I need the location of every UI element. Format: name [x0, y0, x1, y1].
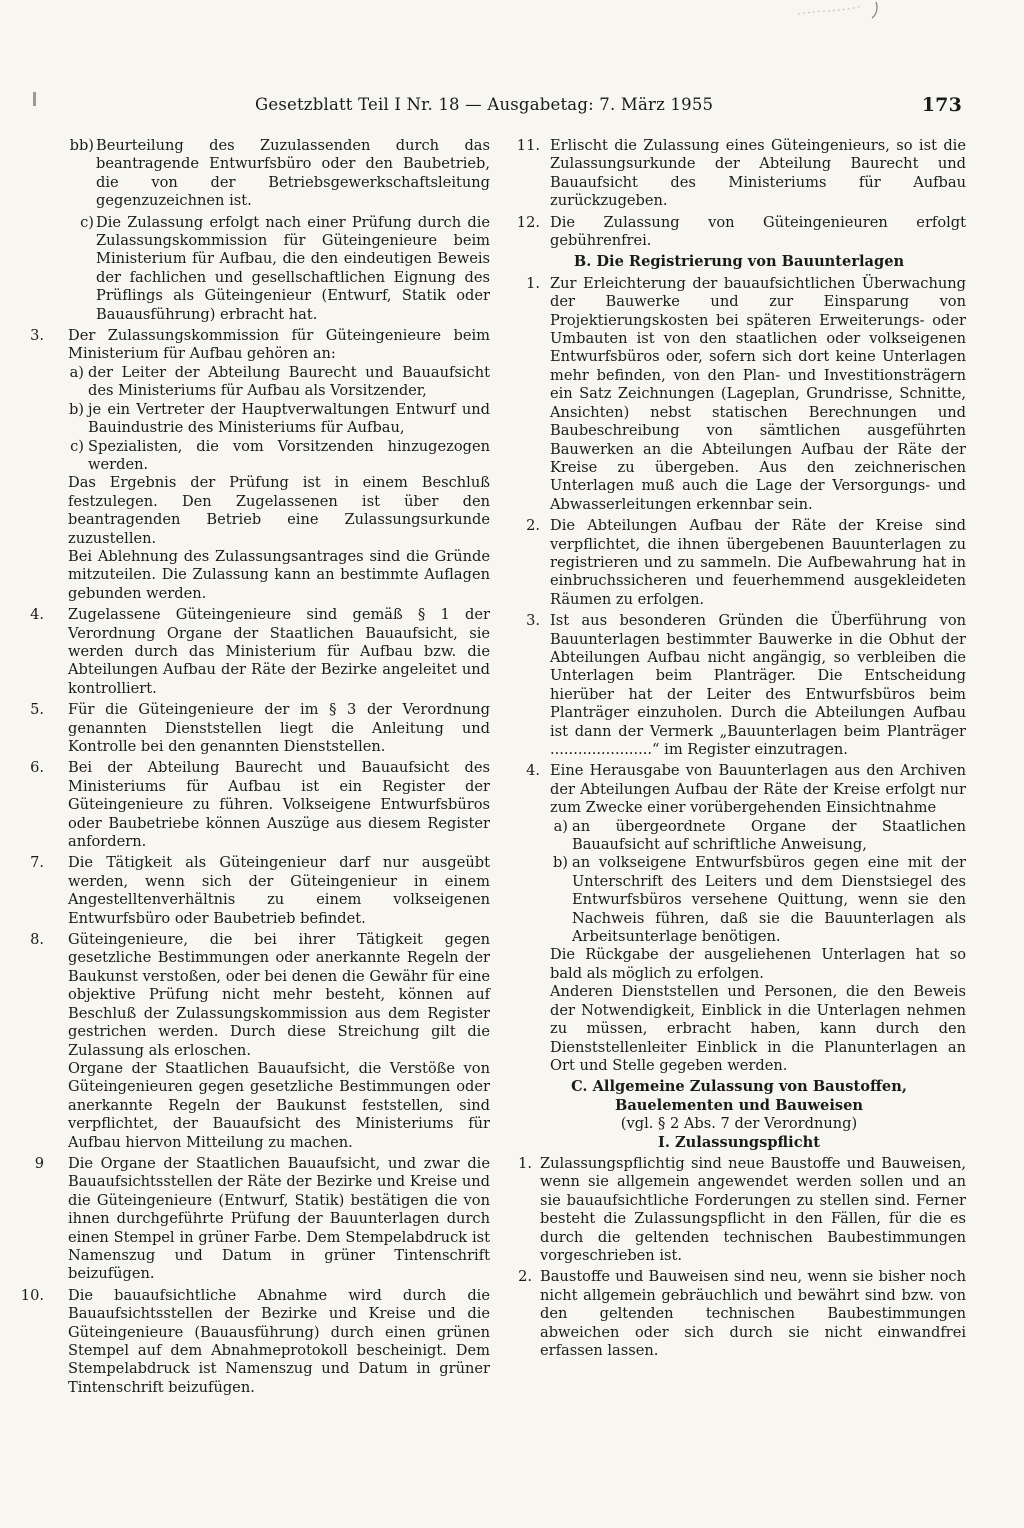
item-b2-text: Die Abteilungen Aufbau der Räte der Kreise sind verpflichtet, die ihnen übergebenen Bauunterlagen zu registrieren und zu sammeln. Die Aufbewahrung hat in einbruchssicheren und feuerhemmend ausgekleideten Räumen zu erfolgen. [550, 517, 966, 608]
page-number: 173 [921, 94, 962, 116]
item-3c-text: Spezialisten, die vom Vorsitzenden hinzugezogen werden. [88, 437, 490, 473]
item-3b [20, 401, 490, 438]
item-3-result [20, 474, 490, 548]
item-5-text: Für die Güteingenieure der im § 3 der Verordnung genannten Dienststellen liegt die Anleitung und Kontrolle bei den genannten Dienststellen. [68, 701, 490, 755]
item-c2-label: 2. [518, 1268, 532, 1286]
item-12-label: 12. [516, 213, 540, 231]
item-c1-label: 1. [518, 1154, 532, 1172]
item-b4-intro: Eine Herausgabe von Bauunterlagen aus den Archiven der Abteilungen Aufbau der Räte der Kreise erfolgt nur zum Zwecke einer vorübergehenden Einsichtnahme [550, 762, 966, 817]
item-3-label: 3. [30, 327, 44, 345]
item-5 [20, 701, 490, 756]
item-6-text: Bei der Abteilung Baurecht und Bauaufsicht des Ministeriums für Aufbau ist ein Register der Güteingenieure zu führen. Volkseigene Entwurfsbüros oder Baubetriebe können Auszüge aus diesem Register anfordern. [68, 759, 490, 851]
item-b3-text: Ist aus besonderen Gründen die Überführung von Bauunterlagen bestimmter Bauwerke in die Obhut der Abteilungen Aufbau nicht angängig, so verbleiben die Unterlagen beim Planträger. Die Entscheidung hierüber hat der Leiter des Entwurfsbüros beim Planträger einzuholen. Durch die Abteilungen Aufbau ist dann der Vermerk „Bauunterlagen beim Planträger ......................“ im Register einzutragen. [550, 612, 966, 758]
item-3a [20, 364, 490, 401]
item-3-rejection-text: Bei Ablehnung des Zulassungsantrages sind die Gründe mitzuteilen. Die Zulassung kann an bestimmte Auflagen gebunden werden. [68, 547, 490, 602]
item-11-text: Erlischt die Zulassung eines Güteingenieurs, so ist die Zulassungsurkunde der Abteilung Baurecht und Bauaufsicht des Ministeriums für Aufbau zurückzugeben. [550, 137, 966, 210]
item-6-label: 6. [30, 759, 44, 777]
item-b4-label: 4. [526, 762, 540, 780]
item-5-label: 5. [30, 701, 44, 719]
item-8-followup [20, 1060, 490, 1152]
item-bb-label: bb) [69, 137, 94, 154]
item-8-label: 8. [30, 931, 44, 949]
item-b4 [512, 762, 966, 817]
item-3-intro: Der Zulassungskommission für Güteingenieure beim Ministerium für Aufbau gehören an: [68, 327, 490, 363]
right-column [512, 137, 966, 1363]
item-b2 [512, 517, 966, 609]
item-b1 [512, 275, 966, 514]
item-8 [20, 931, 490, 1060]
item-3a-label: a) [69, 363, 84, 381]
item-c2 [512, 1268, 966, 1360]
item-8-text: Güteingenieure, die bei ihrer Tätigkeit gegen gesetzliche Bestimmungen oder anerkannte Regeln der Baukunst verstoßen, oder bei denen die Gewähr für eine objektive Prüfung nicht mehr besteht, können auf Beschluß der Zulassungskommission aus dem Register gestrichen werden. Durch diese Streichung gilt die Zulassung als erloschen. [68, 931, 490, 1059]
item-7-text: Die Tätigkeit als Güteingenieur darf nur ausgeübt werden, wenn sich der Güteingenieur in einem Angestelltenverhältnis zu einem volkseigenen Entwurfsbüro oder Baubetrieb befindet. [68, 854, 490, 927]
item-9-text: Die Organe der Staatlichen Bauaufsicht, und zwar die Bauaufsichtsstellen der Räte der Bezirke und Kreise und die Güteingenieure (Entwurf, Statik) bestätigen die von ihnen durchgeführte Prüfung der Bauunterlagen durch einen Stempel in grüner Farbe. Dem Stempelabdruck ist Namenszug und Datum in grüner Tintenschrift beizufügen. [68, 1154, 490, 1283]
item-b4b [512, 854, 966, 946]
item-b2-label: 2. [526, 517, 540, 535]
item-11 [512, 137, 966, 211]
item-9 [20, 1155, 490, 1284]
item-7 [20, 854, 490, 928]
item-c-text: Die Zulassung erfolgt nach einer Prüfung durch die Zulassungskommission für Güteingenieure beim Ministerium für Aufbau, die den eindeutigen Beweis der fachlichen und gesellschaftlichen Eignung des Prüflings als Güteingenieur (Entwurf, Statik oder Bauausführung) erbracht hat. [96, 213, 490, 323]
item-3c-label: c) [70, 437, 84, 455]
item-10 [20, 1287, 490, 1397]
item-9-label: 9 [34, 1154, 44, 1172]
item-c1-text: Zulassungspflichtig sind neue Baustoffe und Bauweisen, wenn sie allgemein angewendet werden sollen und an sie bauaufsichtliche Forderungen zu stellen sind. Ferner besteht die Zulassungspflicht in den Fällen, für die es durch die geltenden technischen Baubestimmungen vorgeschrieben ist. [540, 1154, 966, 1264]
item-b4-return-text: Die Rückgabe der ausgeliehenen Unterlagen hat so bald als möglich zu erfolgen. [550, 946, 966, 982]
item-b4-return [512, 946, 966, 983]
item-b3 [512, 612, 966, 759]
page-header [255, 93, 962, 117]
item-3 [20, 327, 490, 364]
scan-smudge-mark [780, 0, 900, 22]
section-c-heading: C. Allgemeine Zulassung von Baustoffen, Bauelementen und Bauweisen [571, 1078, 907, 1114]
item-b4a [512, 818, 966, 855]
item-11-label: 11. [516, 137, 540, 154]
item-10-label: 10. [20, 1286, 44, 1304]
item-12 [512, 214, 966, 251]
item-bb-text: Beurteilung des Zuzulassenden durch das beantragende Entwurfsbüro oder den Baubetrieb, die von der Betriebsgewerkschaftsleitung gegenzuzeichnen ist. [96, 137, 490, 210]
item-4 [20, 606, 490, 698]
section-c-subheading: I. Zulassungspflicht [658, 1133, 820, 1151]
item-4-text: Zugelassene Güteingenieure sind gemäß § 1 der Verordnung Organe der Staatlichen Bauaufsicht, sie werden durch das Ministerium für Aufbau bzw. die Abteilungen Aufbau der Räte der Bezirke angeleitet und kontrolliert. [68, 606, 490, 697]
header-title: Gesetzblatt Teil I Nr. 18 — Ausgabetag: 7. März 1955 [255, 95, 714, 114]
item-10-text: Die bauaufsichtliche Abnahme wird durch die Bauaufsichtsstellen der Bezirke und Kreise und die Güteingenieure (Bauausführung) durch einen grünen Stempel auf dem Abnahmeprotokoll bescheinigt. Dem Stempelabdruck ist Namenszug und Datum in grüner Tintenschrift beizufügen. [68, 1286, 490, 1396]
item-c-label: c) [80, 213, 94, 231]
section-c-reference: (vgl. § 2 Abs. 7 der Verordnung) [620, 1115, 858, 1133]
item-b4b-text: an volkseigene Entwurfsbüros gegen eine mit der Unterschrift des Leiters und dem Dienstsiegel des Entwurfsbüros versehene Quittung, wenn sie den Nachweis führen, daß sie die Bauunterlagen als Arbeitsunterlage benötigen. [572, 854, 966, 946]
item-3-result-text: Das Ergebnis der Prüfung ist in einem Beschluß festzulegen. Den Zugelassenen ist über den beantragenden Betrieb eine Zulassungsurkunde zuzustellen. [68, 474, 490, 547]
scan-edge-mark [33, 92, 36, 106]
item-b1-text: Zur Erleichterung der bauaufsichtlichen Überwachung der Bauwerke und zur Einsparung von Projektierungskosten bei späteren Erweiterungs- oder Umbauten ist von den staatlichen oder volkseigenen Entwurfsbüros oder, sofern sich dort keine Unterlagen mehr befinden, von den Plan- und Investitionsträgern ein Satz Zeichnungen (Lageplan, Grundrisse, Schnitte, Ansichten) nebst statischen Berechnungen und Baubeschreibung von sämtlichen ausgeführten Bauwerken an die Abteilungen Aufbau der Räte der Kreise zu übergeben. Aus den zeichnerischen Unterlagen muß auch die Lage der Versorgungs- und Abwasserleitungen erkennbar sein. [550, 274, 966, 513]
item-3b-text: je ein Vertreter der Hauptverwaltungen Entwurf und Bauindustrie des Ministeriums für Aufbau, [88, 400, 490, 437]
item-c1 [512, 1155, 966, 1265]
item-3c [20, 438, 490, 475]
item-6 [20, 759, 490, 851]
item-c2-text: Baustoffe und Bauweisen sind neu, wenn sie bisher noch nicht allgemein gebräuchlich und bewährt sind bzw. von den geltenden technischen Baubestimmungen abweichen oder sich durch sie nicht einwandfrei erfassen lassen. [540, 1268, 966, 1359]
left-column [20, 137, 490, 1400]
item-12-text: Die Zulassung von Güteingenieuren erfolgt gebührenfrei. [550, 213, 966, 250]
item-b4b-label: b) [552, 854, 568, 872]
item-b1-label: 1. [526, 274, 540, 292]
item-8-followup-text: Organe der Staatlichen Bauaufsicht, die Verstöße von Güteingenieuren gegen gesetzliche Bestimmungen oder anerkannte Regeln der Baukunst feststellen, sind verpflichtet, der Bauaufsicht des Ministeriums für Aufbau hiervon Mitteilung zu machen. [68, 1059, 490, 1151]
item-b4a-text: an übergeordnete Organe der Staatlichen Bauaufsicht auf schriftliche Anweisung, [572, 817, 966, 854]
item-3a-text: der Leiter der Abteilung Baurecht und Bauaufsicht des Ministeriums für Aufbau als Vorsitzender, [88, 363, 490, 400]
section-b-heading: B. Die Registrierung von Bauunterlagen [573, 253, 905, 271]
item-b4-other [512, 983, 966, 1075]
item-c [20, 214, 490, 324]
item-b4-other-text: Anderen Dienststellen und Personen, die den Beweis der Notwendigkeit, Einblick in die Unterlagen nehmen zu müssen, erbracht haben, kann durch den Dienststellenleiter Einblick in die Planunterlagen an Ort und Stelle gegeben werden. [550, 983, 966, 1074]
item-4-label: 4. [30, 606, 44, 624]
item-7-label: 7. [30, 854, 44, 872]
item-b4a-label: a) [553, 817, 568, 835]
item-b3-label: 3. [526, 612, 540, 630]
item-3b-label: b) [68, 400, 84, 418]
item-bb [20, 137, 490, 211]
item-3-rejection [20, 548, 490, 603]
